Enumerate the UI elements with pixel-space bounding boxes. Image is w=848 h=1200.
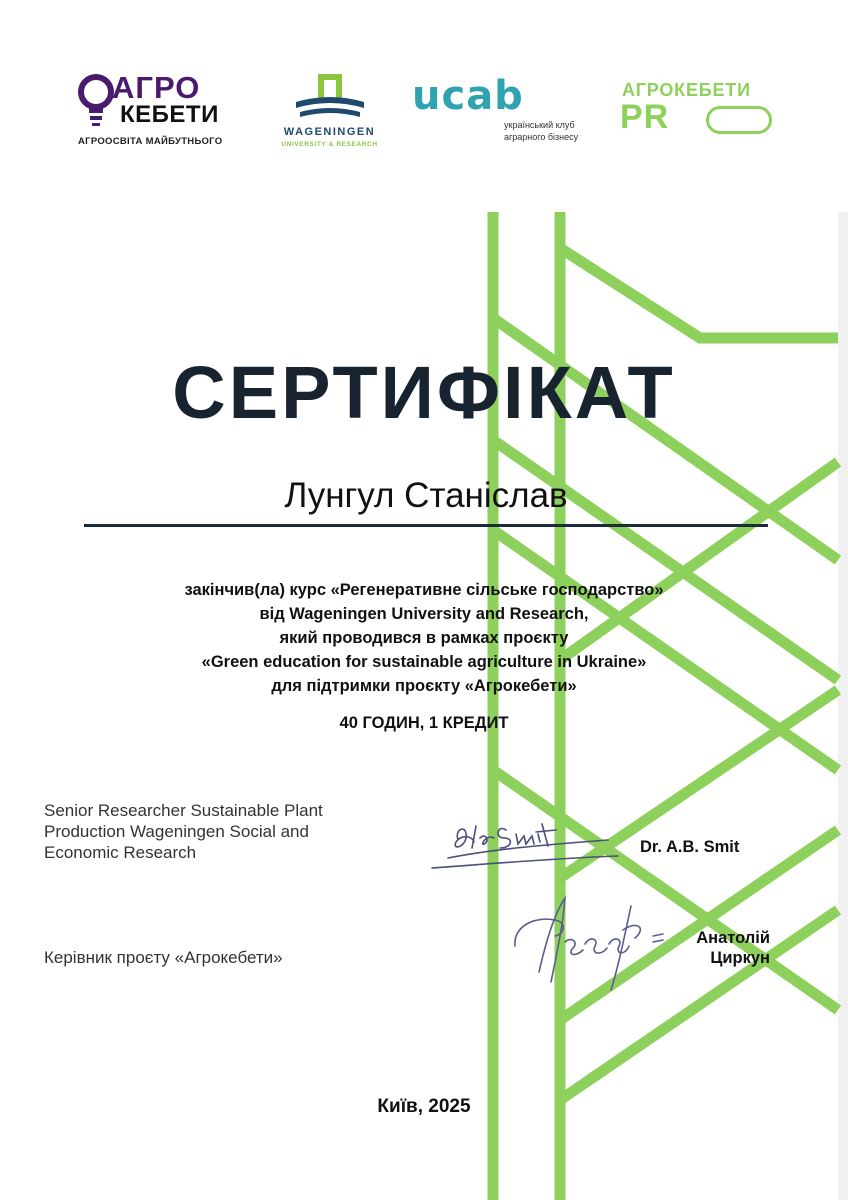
body-line: «Green education for sustainable agriculture in Ukraine»: [201, 653, 647, 671]
recipient-name: Лунгул Станіслав: [284, 476, 568, 515]
agrokebeti-tagline: АГРООСВІТА МАЙБУТНЬОГО: [78, 136, 223, 147]
course-hours: 40 ГОДИН, 1 КРЕДИТ: [339, 714, 509, 732]
wageningen-name: WAGENINGEN: [283, 126, 376, 138]
wageningen-subtitle: UNIVERSITY & RESEARCH: [281, 141, 378, 148]
signatory1-role-line: Economic Research: [44, 843, 197, 862]
agrokebeti-logo-line1: АГРО: [112, 70, 201, 105]
agrokebeti-pro-bottom: PR: [620, 98, 670, 136]
agrokebeti-logo: [78, 72, 248, 152]
signature-tsyrkun: [505, 886, 675, 996]
signatory1-role-line: Senior Researcher Sustainable Plant: [44, 801, 323, 820]
wageningen-emblem-icon: [292, 72, 368, 122]
signatory2-name-line: Циркун: [710, 949, 770, 967]
agrokebeti-pro-logo: [620, 80, 780, 140]
body-line: який проводився в рамках проєкту: [279, 629, 569, 647]
ucab-subtitle-line1: український клуб: [504, 120, 575, 130]
ucab-logo: [412, 73, 592, 150]
signatory2-name: [660, 928, 770, 968]
agrokebeti-logo-line2: КЕБЕТИ: [120, 101, 219, 128]
body-line: закінчив(ла) курс «Регенеративне сільське господарство»: [184, 581, 664, 599]
body-line: для підтримки проєкту «Агрокебети»: [271, 677, 577, 695]
signatory2-role: Керівник проєту «Агрокебети»: [44, 948, 283, 967]
signatory2-name-line: Анатолій: [696, 929, 770, 947]
place-and-date: Київ, 2025: [377, 1096, 471, 1117]
signatory1-role-line: Production Wageningen Social and: [44, 822, 309, 841]
body-line: від Wageningen University and Research,: [259, 605, 589, 623]
pro-o-pill-shape: [706, 106, 772, 134]
agrokebeti-pro-top: АГРОКЕБЕТИ: [622, 80, 751, 100]
signature-smit: [428, 812, 628, 878]
wageningen-logo: [272, 72, 387, 152]
signatory1-name: Dr. A.B. Smit: [640, 838, 740, 856]
certificate-title: СЕРТИФІКАТ: [172, 351, 676, 434]
lightbulb-icon: [78, 74, 114, 130]
recipient-underline: [84, 524, 768, 527]
ucab-subtitle-line2: аграрного бізнесу: [504, 132, 579, 142]
certificate-body: [60, 578, 788, 698]
signatory1-role: [44, 800, 424, 863]
ucab-wordmark: ucab: [412, 73, 524, 119]
